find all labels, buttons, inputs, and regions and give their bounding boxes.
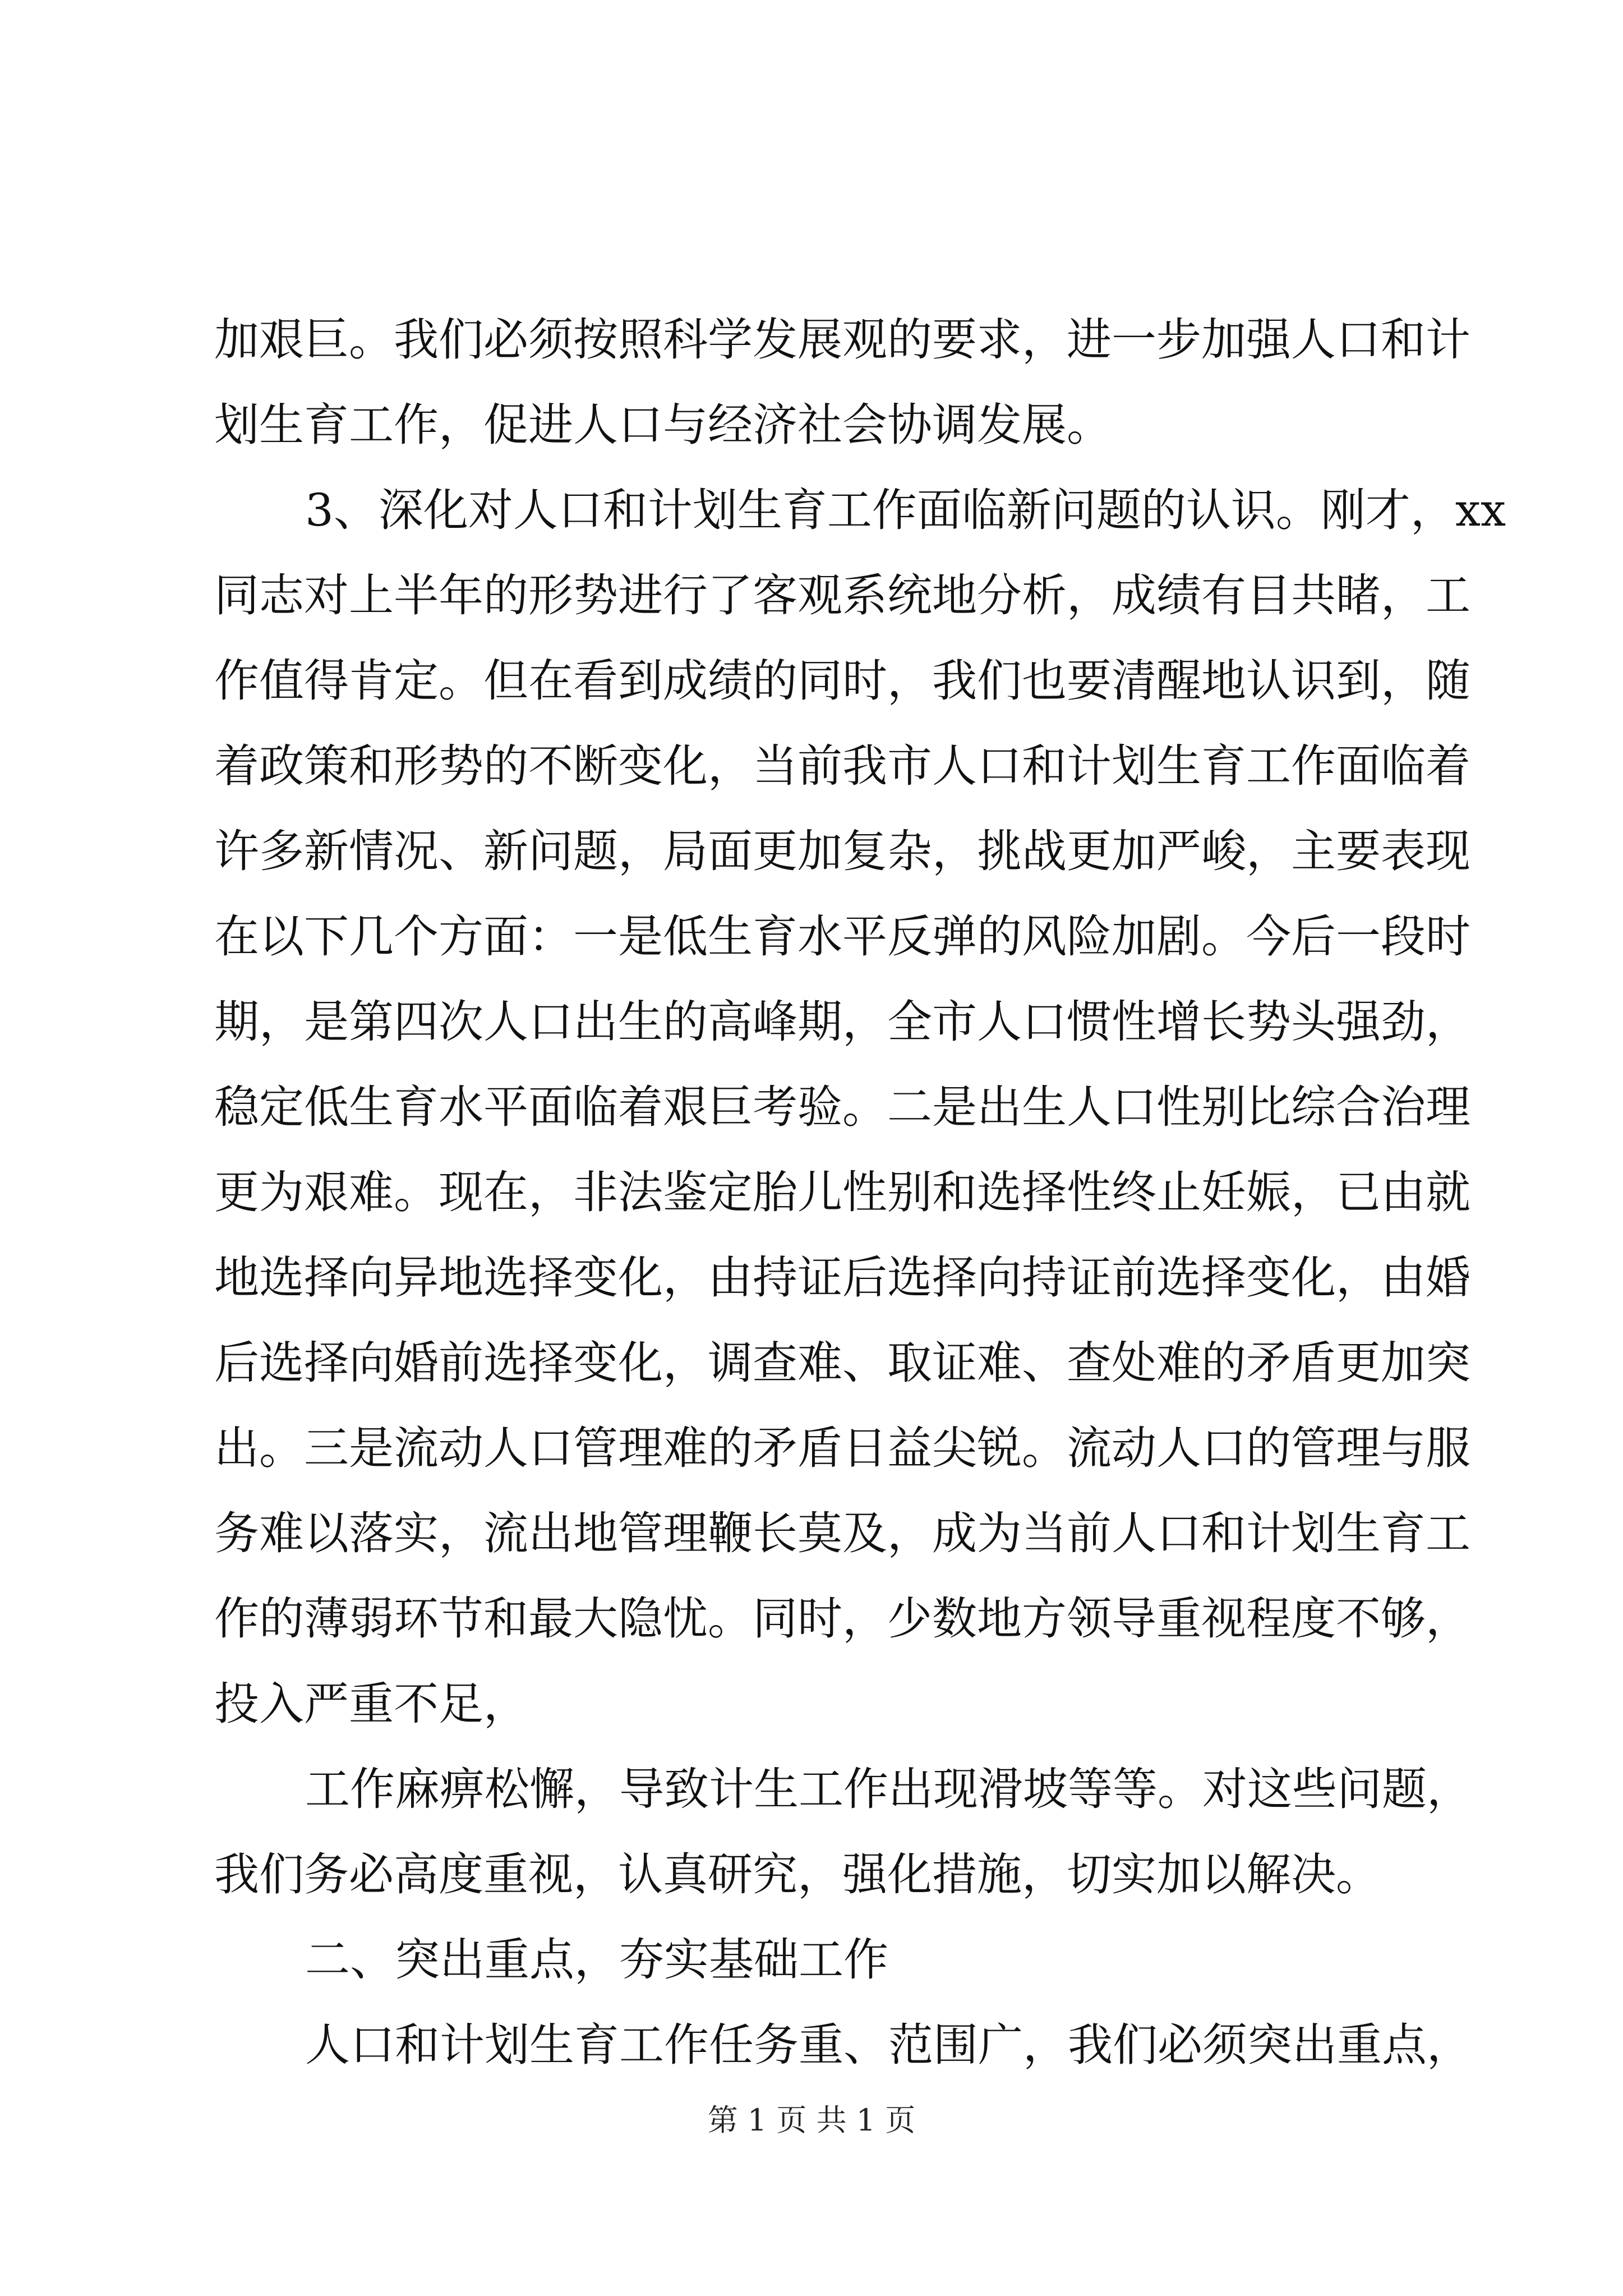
text-line: 期，是第四次人口出生的高峰期，全市人口惯性增长势头强劲， [214, 996, 1470, 1048]
text-line: 划生育工作，促进人口与经济社会协调发展。 [214, 399, 1112, 451]
text-line: 地选择向异地选择变化，由持证后选择向持证前选择变化，由婚 [214, 1251, 1470, 1304]
text-line: 后选择向婚前选择变化，调查难、取证难、查处难的矛盾更加突 [214, 1337, 1470, 1389]
section-heading: 二、突出重点，夯实基础工作 [305, 1934, 888, 1986]
text-line: 同志对上半年的形势进行了客观系统地分析，成绩有目共睹，工 [214, 569, 1470, 622]
text-line: 更为艰难。现在，非法鉴定胎儿性别和选择性终止妊娠，已由就 [214, 1166, 1470, 1218]
text-line: 务难以落实，流出地管理鞭长莫及，成为当前人口和计划生育工 [214, 1507, 1470, 1559]
text-line: 稳定低生育水平面临着艰巨考验。二是出生人口性别比综合治理 [214, 1081, 1470, 1133]
text-line: 加艰巨。我们必须按照科学发展观的要求，进一步加强人口和计 [214, 314, 1470, 366]
text-line: 3、深化对人口和计划生育工作面临新问题的认识。刚才，xx [305, 484, 1506, 536]
text-line: 作值得肯定。但在看到成绩的同时，我们也要清醒地认识到，随 [214, 655, 1470, 707]
text-line: 着政策和形势的不断变化，当前我市人口和计划生育工作面临着 [214, 740, 1470, 792]
text-line: 出。三是流动人口管理难的矛盾日益尖锐。流动人口的管理与服 [214, 1422, 1470, 1474]
text-line: 许多新情况、新问题，局面更加复杂，挑战更加严峻，主要表现 [214, 825, 1470, 877]
body-text [214, 297, 1506, 2088]
text-line: 工作麻痹松懈，导致计生工作出现滑坡等等。对这些问题， [305, 1763, 1472, 1815]
text-line: 作的薄弱环节和最大隐忧。同时，少数地方领导重视程度不够， [214, 1593, 1470, 1645]
text-line: 我们务必高度重视，认真研究，强化措施，切实加以解决。 [214, 1848, 1381, 1901]
text-line: 投入严重不足， [214, 1678, 528, 1730]
text-line: 人口和计划生育工作任务重、范围广，我们必须突出重点， [305, 2019, 1472, 2071]
text-line: 在以下几个方面：一是低生育水平反弹的风险加剧。今后一段时 [214, 910, 1470, 963]
page-footer: 第 1 页 共 1 页 [707, 2102, 916, 2138]
